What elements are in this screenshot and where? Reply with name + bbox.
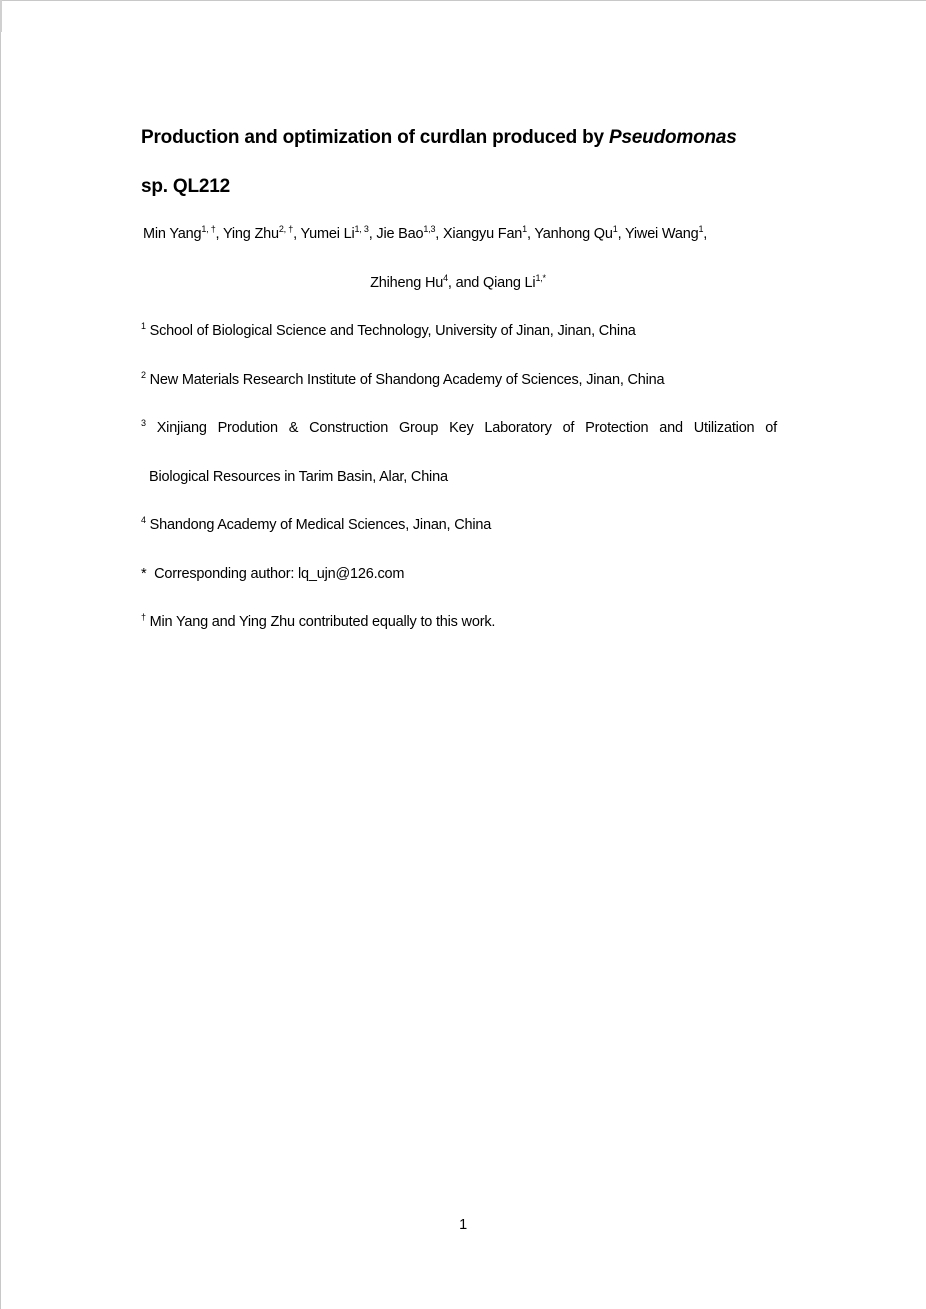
author-name: Jie Bao (376, 226, 424, 242)
author-affiliation-marker: 1 (612, 224, 618, 234)
author-affiliation-marker: 1,3 (423, 224, 436, 234)
corresponding-text: Corresponding author: lq_ujn@126.com (154, 566, 405, 582)
equal-contribution-note (141, 612, 495, 633)
author-name: Qiang Li (483, 275, 536, 291)
affiliation-text: School of Biological Science and Technology, University of Jinan, Jinan, China (149, 323, 636, 339)
author-affiliation-marker: 4 (443, 273, 448, 283)
author-separator: , (435, 226, 443, 242)
author-separator: , (617, 226, 625, 242)
author-separator: , and (447, 275, 484, 291)
title-text: Production and optimization of curdlan produced by (141, 127, 609, 148)
author-affiliation-marker: 1 (698, 224, 704, 234)
title-genus: Pseudomonas (608, 127, 737, 148)
corresponding-author-note (141, 564, 404, 584)
dagger-marker: † (141, 612, 146, 622)
corresponding-marker: * (141, 566, 147, 582)
affiliation-3-continuation: Biological Resources in Tarim Basin, Alar, China (149, 469, 448, 485)
page-corner-mark (0, 0, 2, 32)
affiliation-marker: 3 (141, 418, 146, 428)
author-affiliation-marker: 1 (522, 224, 527, 234)
author-name: Yanhong Qu (534, 226, 613, 242)
affiliation-marker: 1 (141, 321, 146, 331)
author-list-line-1 (143, 224, 783, 245)
author-separator: , (703, 226, 708, 242)
page-number: 1 (459, 1217, 467, 1233)
author-affiliation-marker: 1, 3 (354, 224, 369, 234)
author-separator: , (526, 226, 535, 242)
author-affiliation-marker: 1, † (201, 224, 216, 234)
author-list-line-2 (0, 273, 916, 294)
author-separator: , (293, 226, 301, 242)
equal-contribution-text: Min Yang and Ying Zhu contributed equally to this work. (149, 614, 496, 630)
author-name: Xiangyu Fan (442, 226, 523, 242)
author-separator: , (215, 226, 223, 242)
author-name: Yumei Li (300, 226, 355, 242)
paper-title-line-2: sp. QL212 (141, 176, 231, 197)
author-separator: , (368, 226, 377, 242)
affiliation-4 (141, 515, 491, 536)
affiliation-2 (141, 370, 664, 391)
author-affiliation-marker: 2, † (278, 224, 294, 234)
affiliation-marker: 2 (141, 370, 146, 380)
author-name: Ying Zhu (222, 226, 279, 242)
affiliation-1 (141, 321, 636, 342)
author-affiliation-marker: 1,* (535, 273, 546, 283)
affiliation-text: New Materials Research Institute of Shandong Academy of Sciences, Jinan, China (149, 372, 665, 388)
author-name: Zhiheng Hu (370, 275, 444, 291)
affiliation-text: Shandong Academy of Medical Sciences, Jinan, China (149, 517, 492, 533)
affiliation-3 (141, 418, 777, 439)
author-name: Yiwei Wang (624, 226, 699, 242)
affiliation-text: Xinjiang Prodution & Construction Group Key Laboratory of Protection and Utilization of (156, 420, 777, 436)
author-name: Min Yang (143, 226, 202, 242)
affiliation-marker: 4 (141, 515, 146, 525)
paper-title-line-1 (141, 126, 791, 150)
